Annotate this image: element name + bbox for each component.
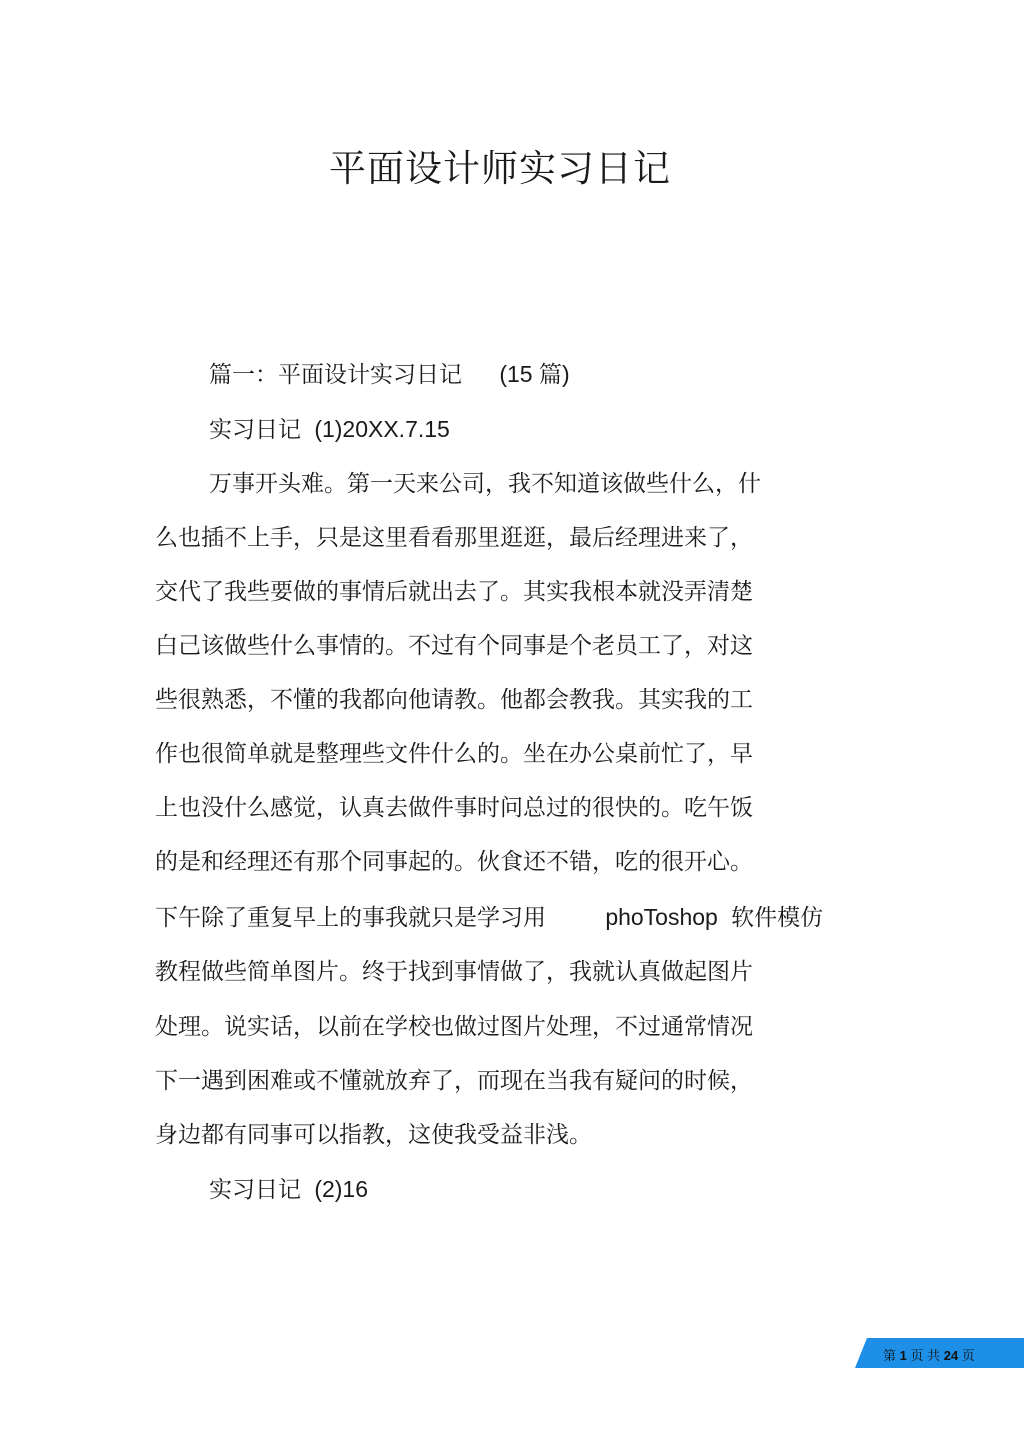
paragraph-line: 上也没什么感觉，认真去做件事时问总过的很快的。吃午饭 xyxy=(155,795,753,821)
entry-heading-2-label: 实习日记 xyxy=(209,1177,301,1203)
total-page-number: 24 xyxy=(943,1348,959,1363)
current-page-number: 1 xyxy=(899,1348,907,1363)
entry-heading-2-date: (2)16 xyxy=(314,1176,369,1202)
page-label-prefix: 第 xyxy=(883,1348,897,1363)
section-heading-text: 篇一：平面设计实习日记 xyxy=(209,362,462,388)
paragraph-line: 的是和经理还有那个同事起的。伙食还不错，吃的很开心。 xyxy=(155,849,753,875)
page-label-suffix: 页 xyxy=(961,1348,975,1363)
software-name: phoToshop xyxy=(605,904,718,930)
paragraph-line-photoshop xyxy=(155,902,823,933)
entry-heading-1 xyxy=(209,414,450,445)
paragraph-line: 交代了我些要做的事情后就出去了。其实我根本就没弄清楚 xyxy=(155,579,753,605)
page-number-footer xyxy=(855,1338,1024,1368)
paragraph-line: 么也插不上手，只是这里看看那里逛逛，最后经理进来了， xyxy=(155,525,753,551)
entry-heading-1-date: (1)20XX.7.15 xyxy=(314,416,450,442)
paragraph-line-photoshop-before: 下午除了重复早上的事我就只是学习用 xyxy=(155,905,546,931)
page-label-mid: 页 共 xyxy=(910,1348,941,1363)
paragraph-line: 万事开头难。第一天来公司，我不知道该做些什么，什 xyxy=(209,471,761,497)
entry-heading-1-label: 实习日记 xyxy=(209,417,301,443)
page-indicator xyxy=(883,1345,975,1364)
paragraph-line: 些很熟悉，不懂的我都向他请教。他都会教我。其实我的工 xyxy=(155,687,753,713)
section-heading-count: (15 篇) xyxy=(499,361,570,387)
section-heading xyxy=(209,359,570,390)
entry-heading-2 xyxy=(209,1174,368,1205)
paragraph-line-photoshop-after: 软件模仿 xyxy=(731,905,824,931)
paragraph-line: 身边都有同事可以指教，这使我受益非浅。 xyxy=(155,1122,592,1148)
paragraph-line: 白己该做些什么事情的。不过有个同事是个老员工了，对这 xyxy=(155,633,753,659)
page-title: 平面设计师实习日记 xyxy=(329,147,671,190)
paragraph-line: 处理。说实话，以前在学校也做过图片处理，不过通常情况 xyxy=(155,1014,753,1040)
paragraph-line: 下一遇到困难或不懂就放弃了，而现在当我有疑问的时候， xyxy=(155,1068,753,1094)
paragraph-line: 作也很简单就是整理些文件什么的。坐在办公桌前忙了，早 xyxy=(155,741,753,767)
paragraph-line: 教程做些简单图片。终于找到事情做了，我就认真做起图片 xyxy=(155,959,753,985)
